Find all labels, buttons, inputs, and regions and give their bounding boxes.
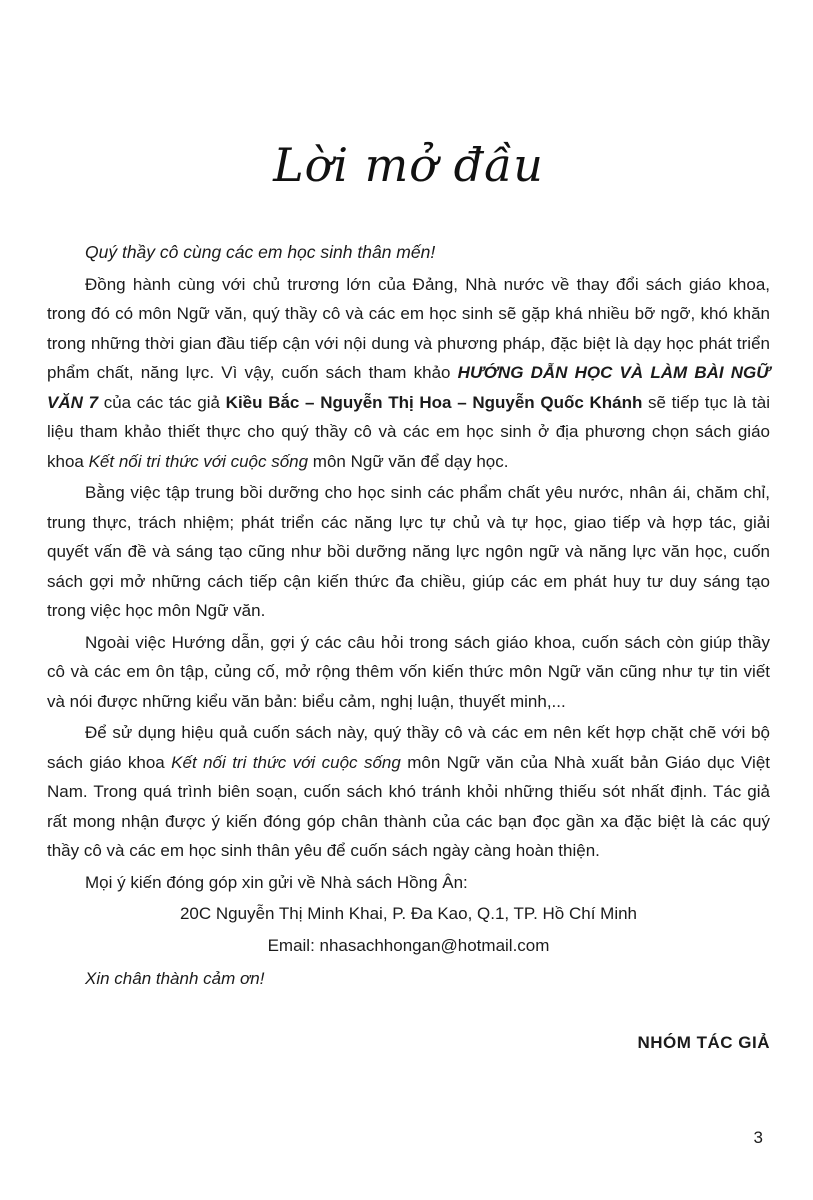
paragraph-feedback <box>47 868 770 898</box>
page-number: 3 <box>753 1128 763 1147</box>
paragraph-segment: Đồng hành cùng với chủ trương lớn của Đảng, Nhà nước về thay đổi sách giáo khoa, trong đó có môn Ngữ văn, quý thầy cô và các em học sinh sẽ gặp khá nhiều bỡ ngỡ, khó khăn trong những thời gian đầu tiếp cận với nội dung và phương pháp, đặc biệt là dạy học phát triển phẩm chất, năng lực. Vì vậy, cuốn sách tham khảo <box>47 274 770 382</box>
paragraph-usage <box>47 718 770 866</box>
paragraph-about-book <box>47 270 770 477</box>
authors-text: Kiều Bắc – Nguyễn Thị Hoa – Nguyễn Quốc Khánh <box>225 392 643 412</box>
page-title: Lời mở đầu <box>273 138 544 192</box>
paragraph-segment: Để sử dụng hiệu quả cuốn sách này, quý thầy cô và các em nên kết hợp chặt chẽ với bộ sách giáo khoa <box>47 723 770 772</box>
closing-paragraph <box>47 964 770 994</box>
signature-text: NHÓM TÁC GIẢ <box>637 1032 770 1052</box>
signature-line <box>47 1028 770 1058</box>
intro-paragraph <box>47 238 770 268</box>
series-title-text: Kết nối tri thức với cuộc sống <box>171 752 401 772</box>
email-text: Email: nhasachhongan@hotmail.com <box>267 935 550 955</box>
paragraph-segment: của các tác giả <box>98 392 226 412</box>
paragraph-text: Ngoài việc Hướng dẫn, gợi ý các câu hỏi trong sách giáo khoa, cuốn sách còn giúp thầy cô và các em ôn tập, củng cố, mở rộng thêm vốn kiến thức môn Ngữ văn cũng như tự tin viết và nói được những kiểu văn bản: biểu cảm, nghị luận, thuyết minh,... <box>47 632 770 711</box>
paragraph-qualities <box>47 478 770 626</box>
paragraph-segment: môn Ngữ văn để dạy học. <box>308 451 509 471</box>
paragraph-text: Bằng việc tập trung bồi dưỡng cho học sinh các phẩm chất yêu nước, nhân ái, chăm chỉ, trung thực, trách nhiệm; phát triển các năng lực tự chủ và tự học, giao tiếp và hợp tác, giải quyết vấn đề và sáng tạo cũng như bồi dưỡng năng lực ngôn ngữ và năng lực văn học, cuốn sách gợi mở những cách tiếp cận kiến thức đa chiều, giúp các em phát huy tư duy sáng tạo trong việc học môn Ngữ văn. <box>47 483 770 620</box>
paragraph-guidance <box>47 628 770 717</box>
paragraph-segment: môn Ngữ văn của Nhà xuất bản Giáo dục Việt Nam. Trong quá trình biên soạn, cuốn sách khó tránh khỏi những thiếu sót nhất định. Tác giả rất mong nhận được ý kiến đóng góp chân thành của các bạn đọc gần xa đặc biệt là các quý thầy cô và các em học sinh thân yêu để cuốn sách ngày càng hoàn thiện. <box>47 752 770 860</box>
preface-body <box>47 238 770 1057</box>
intro-text: Quý thầy cô cùng các em học sinh thân mến! <box>85 242 436 262</box>
address-text: 20C Nguyễn Thị Minh Khai, P. Đa Kao, Q.1, TP. Hồ Chí Minh <box>179 904 638 923</box>
email-line <box>47 931 770 961</box>
book-title-text: HƯỚNG DẪN HỌC VÀ LÀM BÀI NGỮ VĂN 7 <box>47 363 771 412</box>
closing-text: Xin chân thành cảm ơn! <box>85 969 265 988</box>
paragraph-segment: sẽ tiếp tục là tài liệu tham khảo thiết thực cho quý thầy cô và các em học sinh ở địa phương chọn sách giáo khoa <box>47 392 770 471</box>
series-title-text: Kết nối tri thức với cuộc sống <box>88 451 309 471</box>
paragraph-text: Mọi ý kiến đóng góp xin gửi về Nhà sách Hồng Ân: <box>85 872 468 892</box>
address-line <box>47 899 770 929</box>
